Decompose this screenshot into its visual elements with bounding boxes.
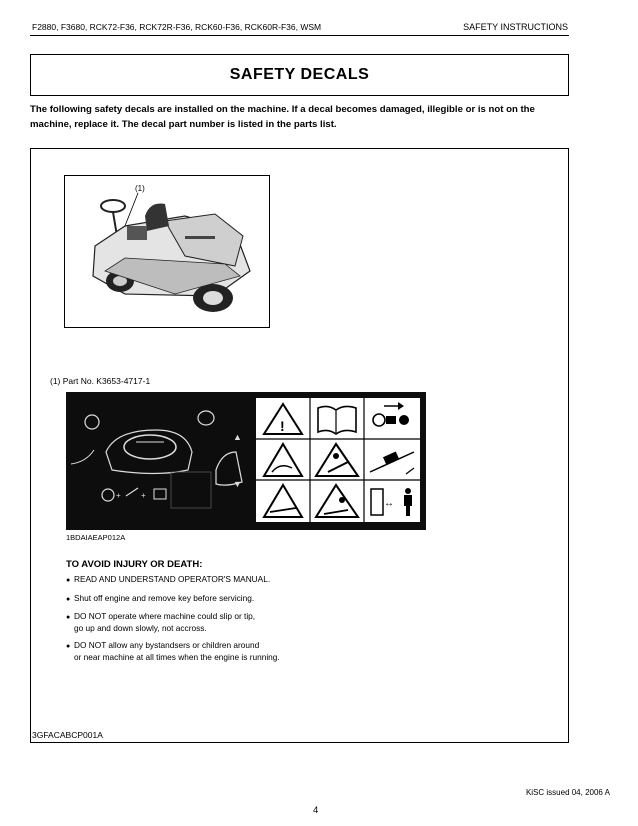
decal-graphic [66,392,426,530]
header-models: F2880, F3680, RCK72-F36, RCK72R-F36, RCK60-F36, RCK60R-F36, WSM [32,22,322,32]
bullet-icon: ● [66,643,71,650]
svg-text:▲: ▲ [233,432,242,442]
warning-title: TO AVOID INJURY OR DEATH: [66,559,203,570]
page-title: SAFETY DECALS [229,66,370,83]
figure-code: 3GFACABCP001A [32,730,103,740]
svg-text:↔: ↔ [384,498,394,509]
decal-code: 1BDAIAEAP012A [66,533,126,542]
intro-text: The following safety decals are installed on the machine. If a decal becomes damaged, illegible or is not on the machine, replace it. The decal part number is listed in the parts list. [30,104,535,130]
svg-text:+: + [116,491,121,500]
mower-illustration [65,176,269,327]
title-box [30,54,569,96]
page-number: 4 [313,805,319,816]
part-number-label: (1) Part No. K3653-4717-1 [50,376,151,386]
svg-text:!: ! [280,418,285,434]
header-rule [30,35,569,36]
warning-item: ● DO NOT allow any bystandsers or children around or near machine at all times when the engine is running. [66,640,280,662]
header-section: SAFETY INSTRUCTIONS [463,22,568,32]
warning-item: ● READ AND UNDERSTAND OPERATOR'S MANUAL. [66,574,280,587]
warning-list [66,574,280,669]
bystander-icon [405,488,411,494]
bullet-icon: ● [66,595,71,603]
svg-text:+: + [141,491,146,500]
safety-decal [66,392,426,530]
svg-text:▼: ▼ [233,479,242,489]
warning-item: ● DO NOT operate where machine could slip or tip, go up and down slowly, not accross. [66,611,256,633]
bullet-icon: ● [66,614,71,621]
warning-item: ● Shut off engine and remove key before servicing. [66,593,280,606]
callout-label: (1) [135,184,145,193]
issue-note: KiSC issued 04, 2006 A [525,788,610,797]
mower-photo [64,175,270,328]
bullet-icon: ● [66,577,71,584]
